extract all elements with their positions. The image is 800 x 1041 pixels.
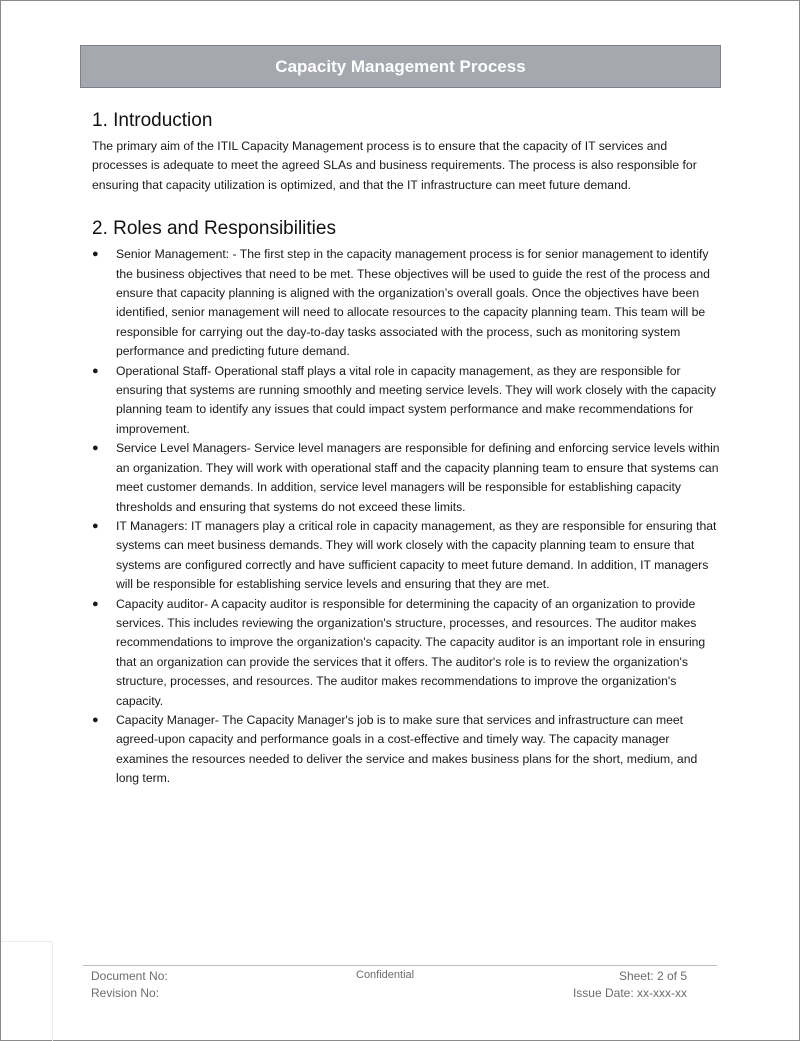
role-text: IT Managers: IT managers play a critical role in capacity management, as they are responsible for ensuring that systems can meet business demands. They will work closely with the capacity planning team to ensure that systems are configured correctly and have sufficient capacity to meet future demand. In addition, IT managers will be responsible for establishing service levels and ensuring that they are met. xyxy=(116,518,717,592)
footer-row-1 xyxy=(83,966,717,983)
bullet-icon: ● xyxy=(92,713,99,726)
intro-heading: 1. Introduction xyxy=(92,110,213,131)
role-text: Capacity auditor- A capacity auditor is responsible for determining the capacity of an organization to provide services. This includes reviewing the organization's structure, processes, and resources. The auditor makes recommendations to improve the organization's capacity. The capacity auditor is an important role in ensuring that an organization can provide the services that it offers. The auditor's role is to review the organization's structure, processes, and resources. The auditor makes recommendations to improve the organization's capacity. xyxy=(116,596,706,708)
role-text: Senior Management: - The first step in the capacity management process is for senior management to identify the business objectives that need to be met. These objectives will be used to guide the rest of the process and ensure that capacity planning is aligned with the organization’s overall goals. Once the objectives have been identified, senior management will need to allocate resources to the capacity planning team. This team will be responsible for carrying out the day-to-day tasks associated with the process, such as monitoring system performance and predicting future demand. xyxy=(116,247,710,359)
page-footer xyxy=(83,965,717,1000)
bullet-icon: ● xyxy=(92,364,99,377)
role-item-operational-staff xyxy=(92,362,720,440)
role-item-it-managers xyxy=(92,517,720,595)
role-item-senior-management xyxy=(92,245,720,361)
bullet-icon: ● xyxy=(92,248,99,261)
issue-date: Issue Date: xx-xxx-xx xyxy=(572,986,687,1000)
role-text: Service Level Managers- Service level managers are responsible for defining and enforcing service levels within an organization. They will work with operational staff and the capacity planning team to ensure that systems can meet customer demands. In addition, service level managers will be responsible for establishing capacity thresholds and ensuring that systems do not exceed these limits. xyxy=(116,441,720,514)
title-bar xyxy=(80,45,721,88)
role-text: Capacity Manager- The Capacity Manager's job is to make sure that services and infrastructure can meet agreed-upon capacity and performance goals in a cost-effective and timely way. The capacity manager examines the resources needed to deliver the service and makes business plans for the short, medium, and long term. xyxy=(116,712,698,786)
role-item-capacity-manager xyxy=(92,711,720,789)
revision-number-label: Revision No: xyxy=(91,986,160,1000)
sheet-number: Sheet: 2 of 5 xyxy=(618,969,687,983)
intro-paragraph: The primary aim of the ITIL Capacity Management process is to ensure that the capacity of IT services and processes is adequate to meet the agreed SLAs and business requirements. The process is also responsible for ensuring that capacity utilization is optimized, and that the IT infrastructure can meet future demand. xyxy=(92,139,697,192)
document-body xyxy=(92,109,720,789)
role-item-capacity-auditor xyxy=(92,595,720,711)
roles-list xyxy=(92,245,720,788)
page-corner-decoration xyxy=(1,941,53,1041)
page-title: Capacity Management Process xyxy=(275,56,526,76)
role-text: Operational Staff- Operational staff plays a vital role in capacity management, as they are responsible for ensuring that systems are running smoothly and meeting service levels. They will work closely with the capacity planning team to identify any issues that could impact system performance and make recommendations for improvement. xyxy=(116,363,716,436)
confidential-label: Confidential xyxy=(356,969,415,981)
bullet-icon: ● xyxy=(92,442,99,455)
footer-row-2 xyxy=(83,983,717,1000)
role-item-service-level-managers xyxy=(92,439,720,517)
roles-heading: 2. Roles and Responsibilities xyxy=(92,218,336,240)
document-number-label: Document No: xyxy=(91,969,168,983)
bullet-icon: ● xyxy=(92,519,99,532)
bullet-icon: ● xyxy=(92,597,99,610)
